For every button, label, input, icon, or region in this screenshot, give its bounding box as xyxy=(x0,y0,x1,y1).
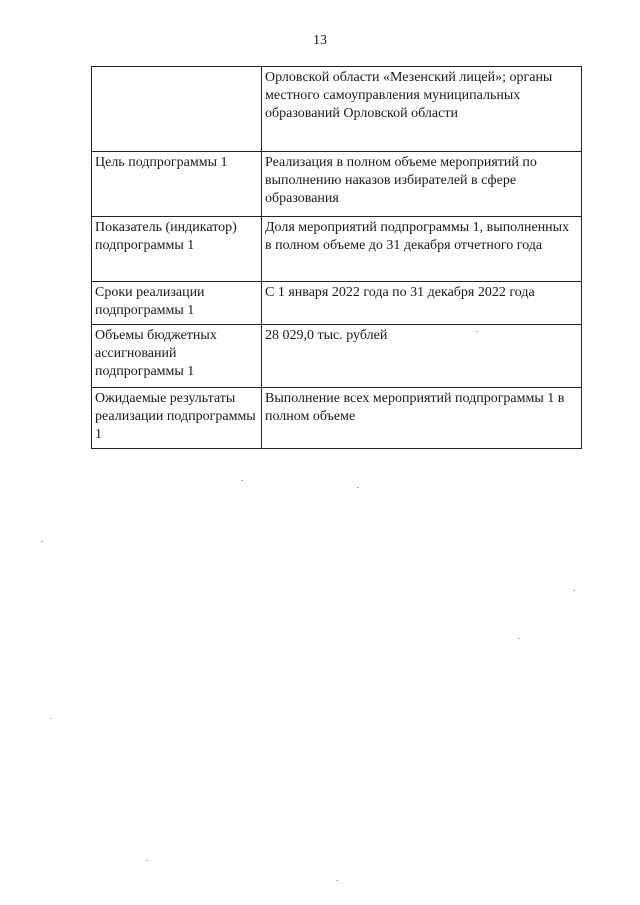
table-row xyxy=(92,282,582,325)
row-value: 28 029,0 тыс. рублей xyxy=(262,325,582,388)
row-label: Ожидаемые результаты реализации подпрограммы 1 xyxy=(92,388,262,449)
row-label xyxy=(92,67,262,152)
table-row xyxy=(92,325,582,388)
row-value: Доля мероприятий подпрограммы 1, выполненных в полном объеме до 31 декабря отчетного года xyxy=(262,217,582,282)
scan-speck xyxy=(357,487,359,488)
table-row xyxy=(92,388,582,449)
scan-speck xyxy=(41,541,43,542)
row-value: С 1 января 2022 года по 31 декабря 2022 года xyxy=(262,282,582,325)
scan-speck xyxy=(241,480,243,481)
subprogram-passport-table xyxy=(91,66,582,449)
page-number: 13 xyxy=(313,33,327,48)
row-value: Орловской области «Мезенский лицей»; органы местного самоуправления муниципальных образований Орловской области xyxy=(262,67,582,152)
scan-speck xyxy=(573,590,575,591)
row-label: Показатель (индикатор) подпрограммы 1 xyxy=(92,217,262,282)
table-row xyxy=(92,217,582,282)
scan-speck xyxy=(518,638,520,639)
scan-speck xyxy=(50,718,52,719)
scan-speck xyxy=(476,331,478,332)
row-label: Объемы бюджетных ассигнований подпрограммы 1 xyxy=(92,325,262,388)
row-value: Реализация в полном объеме мероприятий по выполнению наказов избирателей в сфере образования xyxy=(262,152,582,217)
scan-speck xyxy=(336,880,338,881)
row-value: Выполнение всех мероприятий подпрограммы 1 в полном объеме xyxy=(262,388,582,449)
table-row xyxy=(92,67,582,152)
table-row xyxy=(92,152,582,217)
row-label: Цель подпрограммы 1 xyxy=(92,152,262,217)
row-label: Сроки реализации подпрограммы 1 xyxy=(92,282,262,325)
scan-speck xyxy=(146,860,148,861)
